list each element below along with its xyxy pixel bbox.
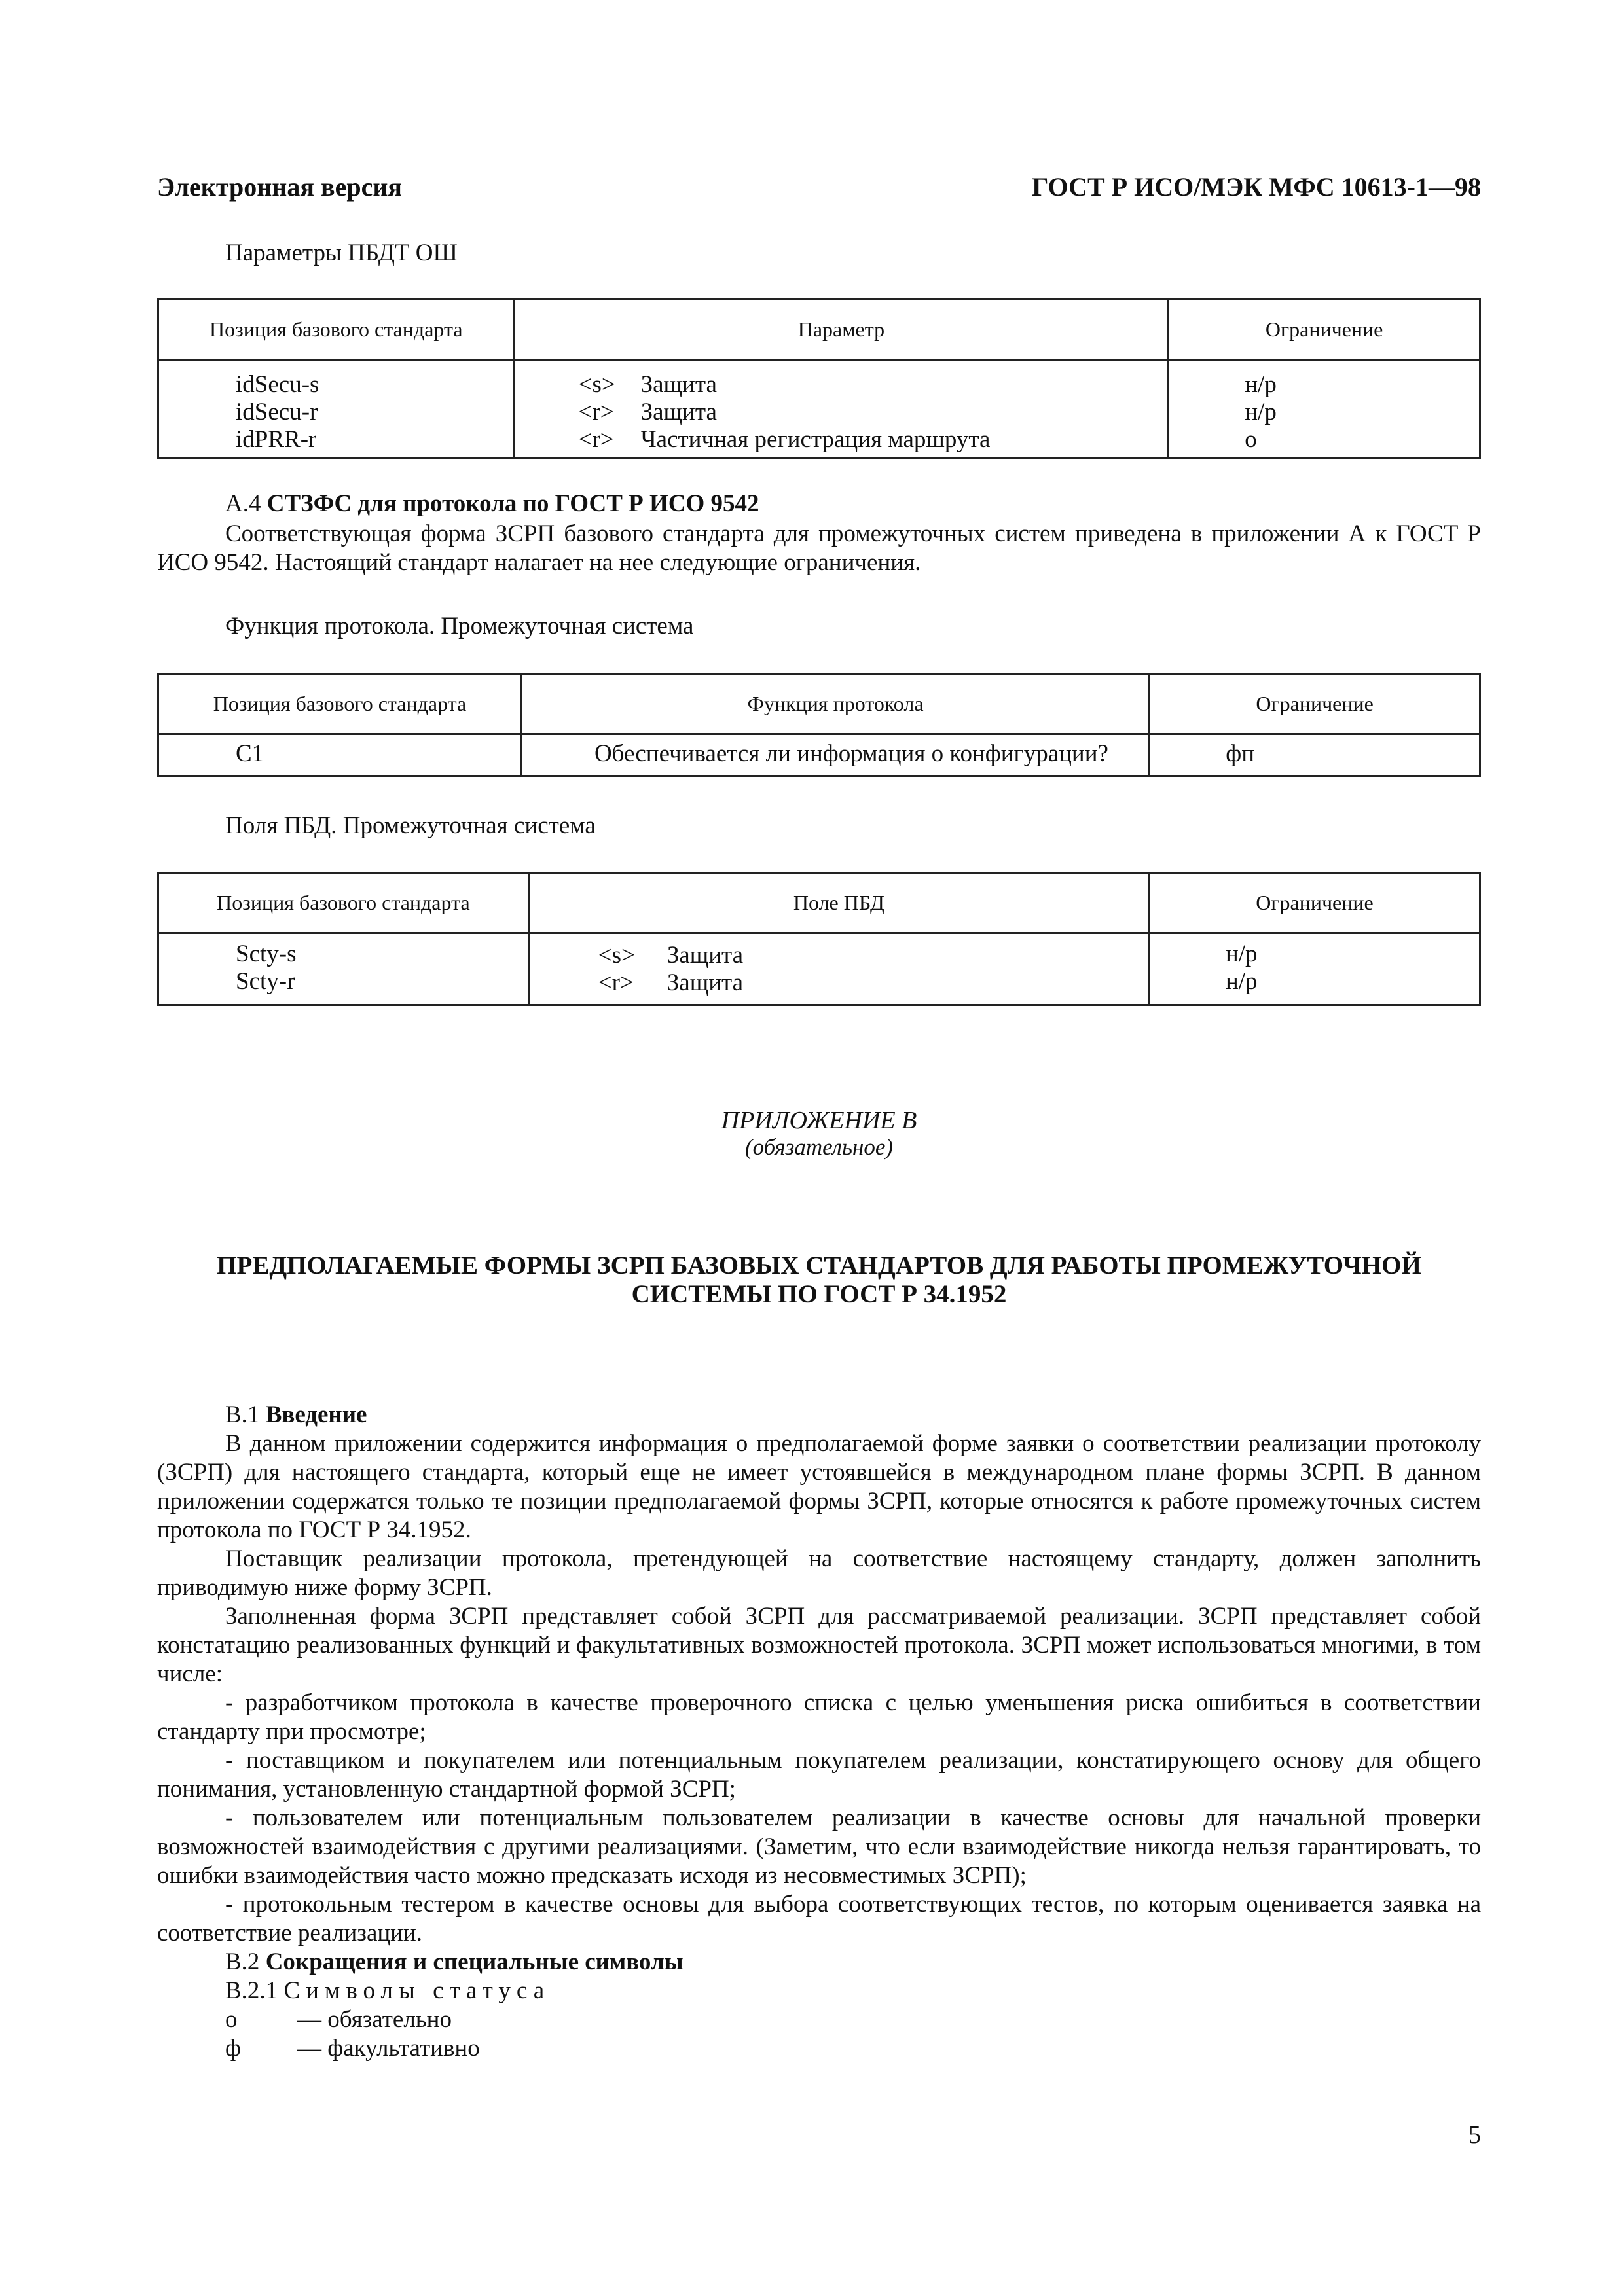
table-pdu-fields	[157, 872, 1481, 1006]
header-right: ГОСТ Р ИСО/МЭК МФС 10613-1—98	[1032, 172, 1481, 202]
table1-limit-cell	[1169, 360, 1480, 459]
appendix-title	[157, 1251, 1481, 1309]
section-a4-text: Соответствующая форма ЗСРП базового стандарта для промежуточных систем приведена в приложении А к ГОСТ Р ИСО 9542. Настоящий стандарт налагает на нее следующие ограничения.	[157, 520, 1481, 576]
section-a4-number: А.4	[225, 490, 261, 517]
table-cell: С1	[158, 734, 522, 776]
table3-position-cell	[158, 933, 529, 1005]
section-b1-paragraph: В данном приложении содержится информация о предполагаемой форме заявки о соответствии реализации протоколу (ЗСРП) для настоящего стандарта, который еще не имеет устоявшейся в международном плане формы ЗСРП. В данном приложении содержатся только те позиции предполагаемой формы ЗСРП, которые относятся к работе промежуточных систем протокола по ГОСТ Р 34.1952.	[157, 1430, 1481, 1543]
table-protocol-function	[157, 673, 1481, 777]
header-left: Электронная версия	[157, 172, 403, 202]
table-cell: Частичная регистрация маршрута	[640, 426, 991, 453]
status-symbol: о	[225, 2006, 238, 2033]
appendix-title-line1: ПРЕДПОЛАГАЕМЫЕ ФОРМЫ ЗСРП БАЗОВЫХ СТАНДАРТОВ ДЛЯ РАБОТЫ ПРОМЕЖУТОЧНОЙ	[217, 1251, 1421, 1280]
page-number: 5	[1468, 2121, 1481, 2149]
table-cell: н/р	[1225, 941, 1258, 967]
section-b1-number: В.1	[225, 1401, 260, 1428]
list-item	[157, 2005, 1481, 2034]
table-cell: <r>	[598, 969, 634, 996]
section-b1-body	[157, 1429, 1481, 2063]
section-b21-title: Символы статуса	[283, 1977, 551, 2004]
section-b21-number: В.2.1	[225, 1977, 278, 2004]
table3-limit-cell	[1149, 933, 1480, 1005]
table1-position-cell	[158, 360, 515, 459]
table-cell: фп	[1150, 734, 1480, 776]
status-description: — факультативно	[297, 2035, 480, 2062]
section-b1-heading	[225, 1401, 367, 1429]
table3-header-limit: Ограничение	[1149, 873, 1480, 933]
section-b1-paragraph: Поставщик реализации протокола, претендующей на соответствие настоящему стандарту, должен заполнить приводимую ниже форму ЗСРП.	[157, 1545, 1481, 1601]
table-cell: Защита	[666, 942, 744, 969]
list-item: - разработчиком протокола в качестве проверочного списка с целью уменьшения риска ошибиться в соответствии стандарту при просмотре;	[157, 1689, 1481, 1745]
appendix-label: ПРИЛОЖЕНИЕ В	[721, 1107, 917, 1134]
table-cell: <s>	[578, 371, 615, 398]
table-pbdt-params	[157, 298, 1481, 459]
table-row	[579, 371, 1168, 399]
table-row	[579, 426, 1168, 454]
table3-field-cell	[528, 933, 1149, 1005]
table-cell: н/р	[1245, 399, 1277, 425]
section-b2-number: В.2	[225, 1948, 260, 1975]
status-description: — обязательно	[297, 2006, 452, 2033]
table-cell: Защита	[640, 399, 717, 425]
table1-caption: Параметры ПБДТ ОШ	[225, 240, 458, 266]
table2-header-position: Позиция базового стандарта	[158, 674, 522, 734]
list-item: - протокольным тестером в качестве основы для выбора соответствующих тестов, по которым оценивается заявка на соответствие реализации.	[157, 1891, 1481, 1946]
table-cell: <s>	[598, 942, 635, 969]
section-b2-heading	[157, 1948, 1481, 1977]
table3-header-position: Позиция базового стандарта	[158, 873, 529, 933]
section-a4-heading	[225, 490, 759, 518]
table1-header-position: Позиция базового стандарта	[158, 300, 515, 360]
table-cell: Защита	[640, 371, 717, 398]
list-item: - поставщиком и покупателем или потенциальным покупателем реализации, констатирующего основу для общего понимания, установленную стандартной формой ЗСРП;	[157, 1747, 1481, 1803]
table-row	[579, 399, 1168, 426]
table-cell: н/р	[1245, 371, 1277, 398]
appendix-title-line2: СИСТЕМЫ ПО ГОСТ Р 34.1952	[631, 1280, 1007, 1308]
section-b1-paragraph: Заполненная форма ЗСРП представляет собой ЗСРП для рассматриваемой реализации. ЗСРП представляет собой констатацию реализованных функций и факультативных возможностей протокола. ЗСРП может использоваться многими, в том числе:	[157, 1603, 1481, 1687]
table1-header-parameter: Параметр	[514, 300, 1169, 360]
table-cell: <r>	[578, 426, 614, 453]
table-cell: <r>	[578, 399, 614, 425]
table-cell: idPRR-r	[236, 426, 317, 453]
table3-caption: Поля ПБД. Промежуточная система	[225, 812, 596, 839]
table-cell: idSecu-s	[236, 371, 319, 398]
section-b2-title: Сокращения и специальные символы	[265, 1948, 684, 1975]
table2-header-function: Функция протокола	[521, 674, 1149, 734]
table3-header-field: Поле ПБД	[528, 873, 1149, 933]
table1-parameter-cell	[514, 360, 1169, 459]
table1-header-limit: Ограничение	[1169, 300, 1480, 360]
table2-caption: Функция протокола. Промежуточная система	[225, 613, 694, 639]
table-cell: Scty-r	[236, 968, 295, 995]
section-b21-heading	[157, 1977, 1481, 2005]
table-cell: Защита	[666, 969, 744, 996]
section-a4-title: СТЗФС для протокола по ГОСТ Р ИСО 9542	[266, 490, 759, 517]
table-row	[598, 942, 1148, 969]
section-b1-title: Введение	[265, 1401, 367, 1428]
table-cell: idSecu-r	[236, 399, 318, 425]
list-item	[157, 2034, 1481, 2063]
status-symbol: ф	[225, 2035, 241, 2062]
table-cell: о	[1245, 426, 1257, 453]
table-cell: Scty-s	[236, 941, 297, 967]
table-cell: н/р	[1225, 968, 1258, 995]
appendix-status: (обязательное)	[744, 1134, 894, 1160]
table2-header-limit: Ограничение	[1150, 674, 1480, 734]
table-row	[598, 969, 1148, 997]
list-item: - пользователем или потенциальным пользователем реализации в качестве основы для начальной проверки возможностей взаимодействия с другими реализациями. (Заметим, что если взаимодействие никогда нельзя гарантировать, то ошибки взаимодействия часто можно предсказать исходя из несовместимых ЗСРП);	[157, 1804, 1481, 1889]
table-cell: Обеспечивается ли информация о конфигурации?	[521, 734, 1149, 776]
